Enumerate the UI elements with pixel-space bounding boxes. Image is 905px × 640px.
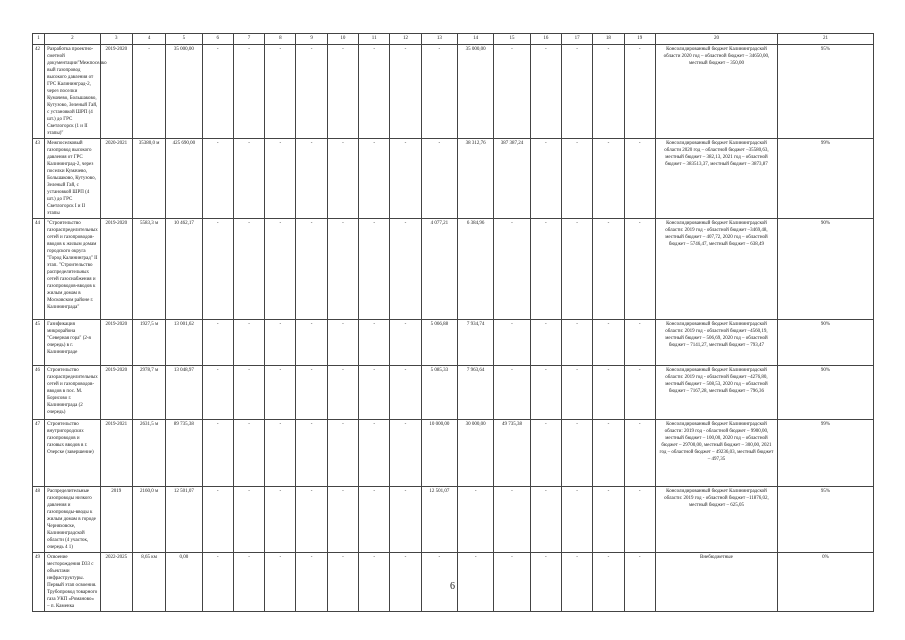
data-cell: - bbox=[233, 219, 264, 320]
data-cell: 12 501,07 bbox=[421, 487, 457, 553]
data-cell: 2019-2020 bbox=[100, 320, 132, 366]
data-cell: - bbox=[233, 139, 264, 219]
data-cell: 2160,0 м bbox=[132, 487, 165, 553]
data-cell: - bbox=[390, 320, 421, 366]
data-cell: - bbox=[593, 45, 624, 139]
header-cell: 4 bbox=[132, 34, 165, 45]
data-cell: - bbox=[624, 366, 655, 420]
funding-source: Консолидированный бюджет Калининградской области 2020 год – областной бюджет – 34650,00, местный бюджет – 350,00 bbox=[655, 45, 777, 139]
funding-source: Консолидированный бюджет Калининградской области: 2019 год - областной бюджет –11876,02, местный бюджет – 625,05 bbox=[655, 487, 777, 553]
data-cell: - bbox=[530, 366, 561, 420]
object-name: Распределительные газопроводы низкого давления и газопроводы-вводы к жилым домам в городе Черняховске, Калининградской области (4 участок, очередь 4 1) bbox=[45, 487, 101, 553]
data-cell: - bbox=[390, 366, 421, 420]
readiness-percent: 99% bbox=[778, 420, 874, 487]
data-cell: - bbox=[132, 45, 165, 139]
data-cell: - bbox=[296, 320, 327, 366]
data-cell: - bbox=[593, 320, 624, 366]
data-cell: - bbox=[327, 45, 358, 139]
funding-source: Консолидированный бюджет Калининградской области: 2019 год - областной бюджет –3469,48, местный бюджет – 407,72, 2020 год – областной бюджет – 5746,47, местный бюджет – 638,49 bbox=[655, 219, 777, 320]
data-cell: - bbox=[390, 139, 421, 219]
data-cell: - bbox=[327, 219, 358, 320]
data-cell: - bbox=[530, 487, 561, 553]
data-cell: - bbox=[296, 487, 327, 553]
data-cell: - bbox=[458, 553, 494, 612]
data-cell: - bbox=[202, 487, 233, 553]
row-number: 49 bbox=[33, 553, 45, 612]
data-cell: - bbox=[233, 366, 264, 420]
data-cell: 2019 bbox=[100, 487, 132, 553]
data-cell: - bbox=[561, 45, 592, 139]
funding-source: Консолидированный бюджет Калининградской области: 2019 год - областной бюджет –4276,80, местный бюджет – 508,53, 2020 год – областной бюджет – 7167,28, местный бюджет – 796,36 bbox=[655, 366, 777, 420]
data-cell: 10 462,17 bbox=[166, 219, 202, 320]
data-cell: 35 000,00 bbox=[458, 45, 494, 139]
data-cell: - bbox=[265, 45, 296, 139]
data-cell: - bbox=[359, 366, 390, 420]
header-cell: 11 bbox=[359, 34, 390, 45]
data-cell: - bbox=[202, 553, 233, 612]
funding-source: Консолидированный бюджет Калининградской области 2020 год – областной бюджет –35580,63, местный бюджет – 382,13, 2021 год – областной бюджет – 383513,37, местный бюджет – 3873,87 bbox=[655, 139, 777, 219]
header-cell: 18 bbox=[593, 34, 624, 45]
funding-source: Консолидированный бюджет Калининградской области: 2019 год - областной бюджет –4560,19, местный бюджет – 506,69, 2020 год – областной бюджет – 7141,27, местный бюджет – 793,47 bbox=[655, 320, 777, 366]
data-cell: - bbox=[202, 45, 233, 139]
readiness-percent: 95% bbox=[778, 45, 874, 139]
data-cell: - bbox=[359, 45, 390, 139]
header-cell: 10 bbox=[327, 34, 358, 45]
data-cell: - bbox=[530, 420, 561, 487]
data-cell: 10 000,00 bbox=[421, 420, 457, 487]
data-cell: 0,00 bbox=[166, 553, 202, 612]
data-cell: - bbox=[327, 139, 358, 219]
header-cell: 2 bbox=[45, 34, 101, 45]
data-cell: 2631,5 м bbox=[132, 420, 165, 487]
data-cell: 2978,7 м bbox=[132, 366, 165, 420]
data-cell: 49 735,38 bbox=[494, 420, 530, 487]
data-cell: - bbox=[593, 219, 624, 320]
data-cell: - bbox=[494, 366, 530, 420]
data-cell: - bbox=[530, 219, 561, 320]
page-number: 6 bbox=[450, 581, 455, 592]
row-number: 47 bbox=[33, 420, 45, 487]
data-cell: - bbox=[327, 487, 358, 553]
table-row bbox=[33, 487, 874, 553]
data-cell: 5 085,33 bbox=[421, 366, 457, 420]
data-cell: - bbox=[593, 139, 624, 219]
data-cell: - bbox=[530, 553, 561, 612]
data-cell: - bbox=[296, 45, 327, 139]
table-row bbox=[33, 366, 874, 420]
funding-source: Внебюджетные bbox=[655, 553, 777, 612]
data-cell: - bbox=[530, 320, 561, 366]
data-cell: - bbox=[458, 487, 494, 553]
row-number: 44 bbox=[33, 219, 45, 320]
readiness-percent: 95% bbox=[778, 487, 874, 553]
object-name: Освоение месторождения D33 с объектами инфраструктуры. Первый этап освоения. Трубопровод товарного газа УКП «Романово» – п. Каменка bbox=[45, 553, 101, 612]
data-cell: 6 384,96 bbox=[458, 219, 494, 320]
data-cell: - bbox=[233, 320, 264, 366]
data-cell: 2022-2025 bbox=[100, 553, 132, 612]
header-cell: 9 bbox=[296, 34, 327, 45]
data-cell: 1927,5 м bbox=[132, 320, 165, 366]
data-cell: 7 963,64 bbox=[458, 366, 494, 420]
header-cell: 3 bbox=[100, 34, 132, 45]
row-number: 43 bbox=[33, 139, 45, 219]
data-cell: - bbox=[359, 487, 390, 553]
data-cell: 89 735,38 bbox=[166, 420, 202, 487]
data-cell: - bbox=[593, 366, 624, 420]
data-cell: - bbox=[624, 487, 655, 553]
data-cell: - bbox=[494, 219, 530, 320]
data-cell: 12 501,07 bbox=[166, 487, 202, 553]
table-row bbox=[33, 320, 874, 366]
data-cell: - bbox=[593, 553, 624, 612]
header-cell: 13 bbox=[421, 34, 457, 45]
object-name: Разработка проектно-сметной документации"Межпоселко вый газопровод высокого давления от ГРС Калининград-2, через поселки Кумачево, Большаково, Кутузово, Зеленый Гай, с установкой ШРП (4 шт.) до ГРС Светлогорск (1 и II этапы)" bbox=[45, 45, 101, 139]
object-name: Газификация микрорайона "Северная гора" (2-я очередь) в г. Калининграде bbox=[45, 320, 101, 366]
data-cell: - bbox=[202, 366, 233, 420]
data-cell: - bbox=[494, 487, 530, 553]
row-number: 46 bbox=[33, 366, 45, 420]
object-name: "Строительство газораспределительных сетей и газопроводов-вводов к жилым домам городского округа "Город Калининград" II этап. "Строительство распределительных сетей газоснабжения и газопроводов-вводов к жилым домам в Московском районе г. Калининграда" bbox=[45, 219, 101, 320]
object-name: Межпоселковый газопровод высокого давления от ГРС Калининград-2, через поселки Кумачево, Большаково, Кутузово, Зеленый Гай, с установкой ШРП (4 шт.) до ГРС Светлогорск I и II этапы bbox=[45, 139, 101, 219]
data-cell: - bbox=[561, 487, 592, 553]
data-cell: - bbox=[202, 420, 233, 487]
data-cell: 7 934,74 bbox=[458, 320, 494, 366]
data-cell: 425 690,00 bbox=[166, 139, 202, 219]
data-cell: - bbox=[202, 139, 233, 219]
header-cell: 5 bbox=[166, 34, 202, 45]
table-row bbox=[33, 420, 874, 487]
readiness-percent: 90% bbox=[778, 219, 874, 320]
header-cell: 16 bbox=[530, 34, 561, 45]
header-cell: 1 bbox=[33, 34, 45, 45]
header-row bbox=[33, 34, 874, 45]
data-cell: - bbox=[530, 139, 561, 219]
data-cell: - bbox=[233, 487, 264, 553]
data-cell: 5 066,88 bbox=[421, 320, 457, 366]
data-cell: - bbox=[561, 420, 592, 487]
data-cell: 38 312,76 bbox=[458, 139, 494, 219]
data-cell: - bbox=[359, 320, 390, 366]
header-cell: 7 bbox=[233, 34, 264, 45]
data-cell: - bbox=[296, 366, 327, 420]
data-cell: - bbox=[233, 420, 264, 487]
object-name: Строительство внутригородских газопроводов и газовых вводов в г. Озерске (завершение) bbox=[45, 420, 101, 487]
data-cell: 35380,0 м bbox=[132, 139, 165, 219]
data-cell: - bbox=[265, 553, 296, 612]
data-cell: - bbox=[624, 219, 655, 320]
data-cell: - bbox=[265, 366, 296, 420]
data-cell: - bbox=[494, 553, 530, 612]
data-cell: - bbox=[202, 320, 233, 366]
header-cell: 15 bbox=[494, 34, 530, 45]
data-cell: 13 001,62 bbox=[166, 320, 202, 366]
data-cell: 2019-2020 bbox=[100, 366, 132, 420]
data-cell: - bbox=[561, 366, 592, 420]
table-row bbox=[33, 139, 874, 219]
data-cell: - bbox=[561, 219, 592, 320]
data-cell: - bbox=[390, 420, 421, 487]
row-number: 48 bbox=[33, 487, 45, 553]
data-cell: 2019-2021 bbox=[100, 420, 132, 487]
row-number: 42 bbox=[33, 45, 45, 139]
data-cell: 13 048,97 bbox=[166, 366, 202, 420]
row-number: 45 bbox=[33, 320, 45, 366]
data-cell: - bbox=[421, 45, 457, 139]
data-cell: - bbox=[624, 320, 655, 366]
data-cell: - bbox=[530, 45, 561, 139]
data-cell: 2020-2021 bbox=[100, 139, 132, 219]
header-cell: 17 bbox=[561, 34, 592, 45]
data-cell: - bbox=[390, 45, 421, 139]
readiness-percent: 0% bbox=[778, 553, 874, 612]
data-cell: - bbox=[265, 219, 296, 320]
data-cell: - bbox=[561, 320, 592, 366]
table-row bbox=[33, 45, 874, 139]
data-cell: - bbox=[296, 139, 327, 219]
data-cell: - bbox=[327, 366, 358, 420]
data-cell: - bbox=[494, 45, 530, 139]
data-cell: - bbox=[359, 420, 390, 487]
data-cell: - bbox=[233, 45, 264, 139]
data-cell: - bbox=[359, 553, 390, 612]
data-cell: - bbox=[390, 219, 421, 320]
readiness-percent: 90% bbox=[778, 366, 874, 420]
header-cell: 21 bbox=[778, 34, 874, 45]
data-cell: - bbox=[265, 420, 296, 487]
data-cell: 2019-2020 bbox=[100, 219, 132, 320]
data-cell: - bbox=[561, 139, 592, 219]
header-cell: 6 bbox=[202, 34, 233, 45]
budget-table bbox=[32, 33, 874, 612]
funding-source: Консолидированный бюджет Калининградской области: 2019 год - областной бюджет – 9900,00, местный бюджет – 100,00, 2020 год – областной бюджет – 29700,00, местный бюджет – 300,00, 2021 год – областной бюджет – 49236,03, местный бюджет – 497,35 bbox=[655, 420, 777, 487]
data-cell: 5583,3 м bbox=[132, 219, 165, 320]
data-cell: - bbox=[327, 420, 358, 487]
data-cell: - bbox=[561, 553, 592, 612]
data-cell: - bbox=[265, 320, 296, 366]
readiness-percent: 90% bbox=[778, 320, 874, 366]
data-cell: - bbox=[624, 139, 655, 219]
data-cell: - bbox=[390, 487, 421, 553]
object-name: Строительство газораспределительных сетей и газопроводов-вводов в пос. М. Борисово г. Калининграда (2 очередь) bbox=[45, 366, 101, 420]
data-cell: - bbox=[327, 553, 358, 612]
readiness-percent: 99% bbox=[778, 139, 874, 219]
data-cell: - bbox=[359, 139, 390, 219]
data-cell: - bbox=[624, 45, 655, 139]
data-cell: - bbox=[624, 420, 655, 487]
header-cell: 19 bbox=[624, 34, 655, 45]
header-cell: 14 bbox=[458, 34, 494, 45]
data-cell: 2019-2020 bbox=[100, 45, 132, 139]
data-cell: 4 077,21 bbox=[421, 219, 457, 320]
data-cell: - bbox=[421, 553, 457, 612]
table-body bbox=[33, 34, 874, 612]
data-cell: - bbox=[421, 139, 457, 219]
data-cell: - bbox=[624, 553, 655, 612]
data-cell: - bbox=[265, 487, 296, 553]
table-row bbox=[33, 219, 874, 320]
data-cell: - bbox=[327, 320, 358, 366]
data-cell: 35 000,00 bbox=[166, 45, 202, 139]
data-cell: - bbox=[265, 139, 296, 219]
data-cell: - bbox=[359, 219, 390, 320]
data-cell: - bbox=[494, 320, 530, 366]
data-cell: - bbox=[593, 487, 624, 553]
header-cell: 12 bbox=[390, 34, 421, 45]
data-cell: - bbox=[296, 553, 327, 612]
data-cell: 8,65 км bbox=[132, 553, 165, 612]
data-cell: - bbox=[593, 420, 624, 487]
data-cell: - bbox=[202, 219, 233, 320]
data-cell: - bbox=[296, 219, 327, 320]
data-cell: - bbox=[233, 553, 264, 612]
data-cell: - bbox=[390, 553, 421, 612]
data-cell: 387 387,24 bbox=[494, 139, 530, 219]
header-cell: 8 bbox=[265, 34, 296, 45]
data-cell: - bbox=[296, 420, 327, 487]
header-cell: 20 bbox=[655, 34, 777, 45]
data-cell: 30 000,00 bbox=[458, 420, 494, 487]
